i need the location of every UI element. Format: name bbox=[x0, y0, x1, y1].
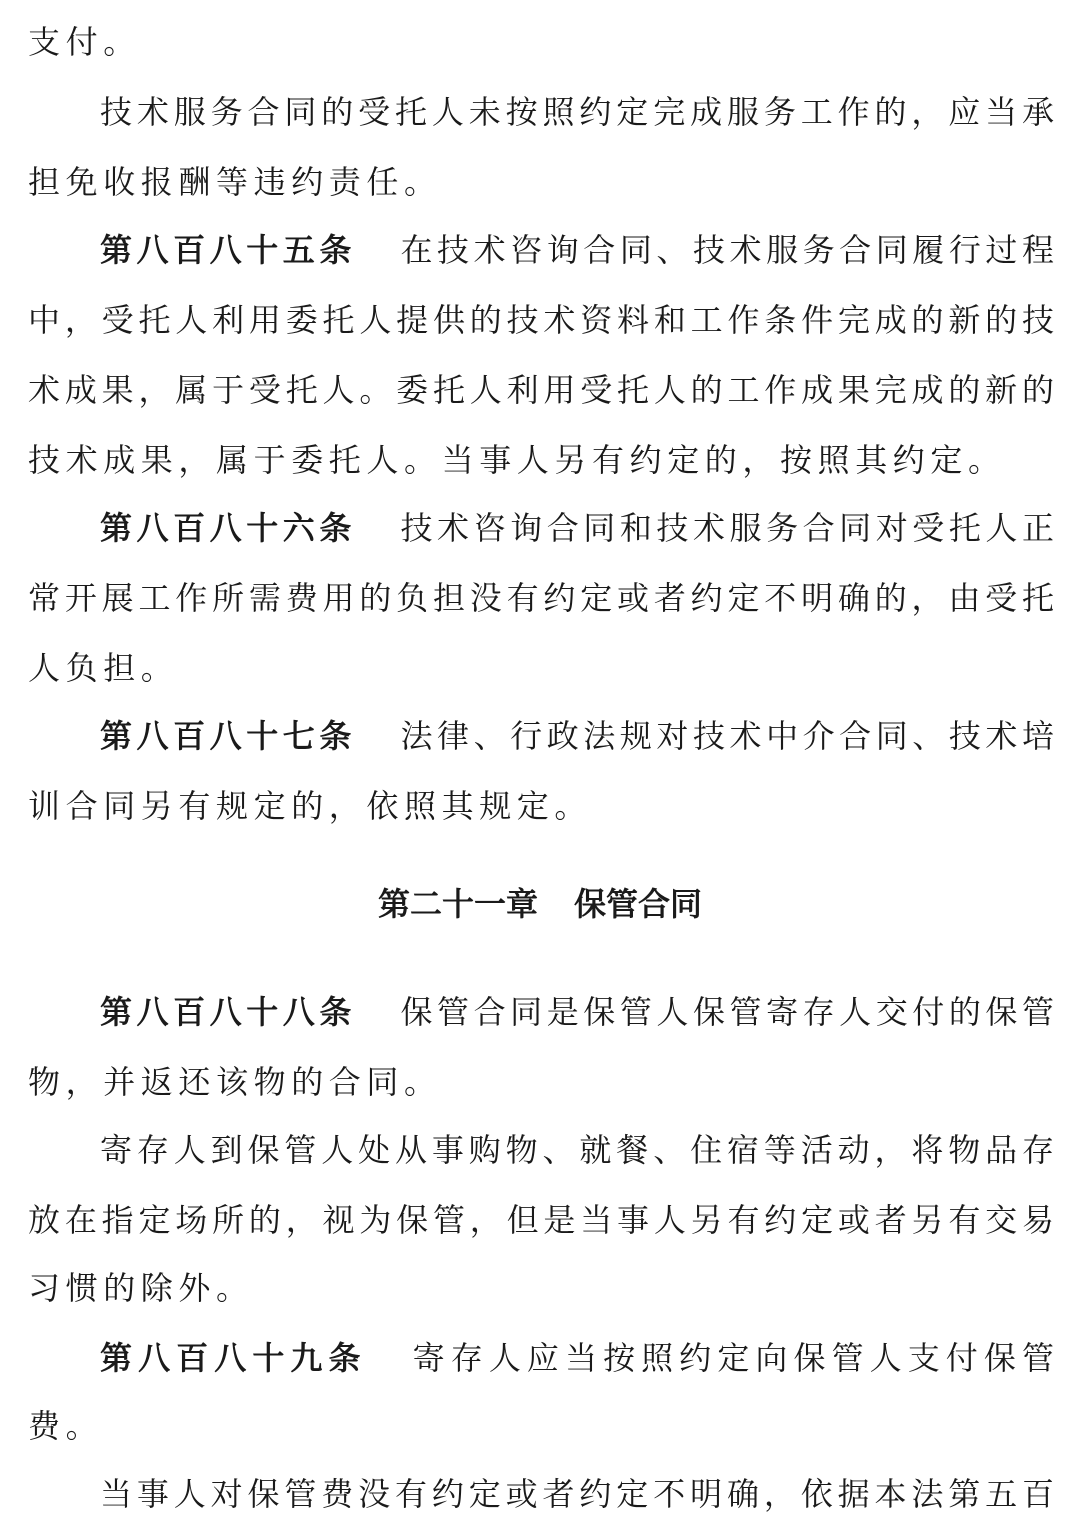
text-line: 寄存人到保管人处从事购物、就餐、住宿等活动，将物品存 bbox=[100, 1131, 1054, 1169]
text-line: 术成果，属于受托人。委托人利用受托人的工作成果完成的新的 bbox=[28, 371, 1054, 409]
text-line: 担免收报酬等违约责任。 bbox=[28, 163, 442, 201]
text-line: 中，受托人利用委托人提供的技术资料和工作条件完成的新的技 bbox=[28, 301, 1054, 339]
article-number: 第八百八十五条 bbox=[100, 231, 356, 269]
text-line: 技术服务合同的受托人未按照约定完成服务工作的，应当承 bbox=[100, 93, 1054, 131]
article-number: 第八百八十九条 bbox=[100, 1339, 367, 1377]
text-line: 当事人对保管费没有约定或者约定不明确，依据本法第五百 bbox=[100, 1475, 1054, 1513]
chapter-title: 保管合同 bbox=[574, 885, 703, 923]
article-text: 技术咨询合同和技术服务合同对受托人正 bbox=[395, 509, 1054, 547]
text-line: 放在指定场所的，视为保管，但是当事人另有约定或者另有交易 bbox=[28, 1201, 1054, 1239]
article-885-first-line bbox=[100, 230, 1054, 270]
text-line: 人负担。 bbox=[28, 649, 179, 687]
article-887-first-line bbox=[100, 716, 1054, 756]
article-text: 保管合同是保管人保管寄存人交付的保管 bbox=[395, 993, 1054, 1031]
article-text: 寄存人应当按照约定向保管人支付保管 bbox=[406, 1339, 1054, 1377]
text-line: 物，并返还该物的合同。 bbox=[28, 1063, 442, 1101]
article-886-first-line bbox=[100, 508, 1054, 548]
text-line: 费。 bbox=[28, 1407, 104, 1445]
chapter-number: 第二十一章 bbox=[377, 885, 538, 923]
text-line: 习惯的除外。 bbox=[28, 1269, 254, 1307]
article-text: 法律、行政法规对技术中介合同、技术培 bbox=[395, 717, 1054, 755]
text-line: 支付。 bbox=[28, 23, 141, 61]
chapter-heading bbox=[0, 884, 1080, 924]
article-889-first-line bbox=[100, 1338, 1054, 1378]
text-line: 训合同另有规定的，依照其规定。 bbox=[28, 787, 593, 825]
article-text: 在技术咨询合同、技术服务合同履行过程 bbox=[395, 231, 1054, 269]
text-line: 技术成果，属于委托人。当事人另有约定的，按照其约定。 bbox=[28, 441, 1006, 479]
text-line: 常开展工作所需费用的负担没有约定或者约定不明确的，由受托 bbox=[28, 579, 1054, 617]
article-number: 第八百八十七条 bbox=[100, 717, 356, 755]
article-888-first-line bbox=[100, 992, 1054, 1032]
article-number: 第八百八十八条 bbox=[100, 993, 356, 1031]
article-number: 第八百八十六条 bbox=[100, 509, 356, 547]
